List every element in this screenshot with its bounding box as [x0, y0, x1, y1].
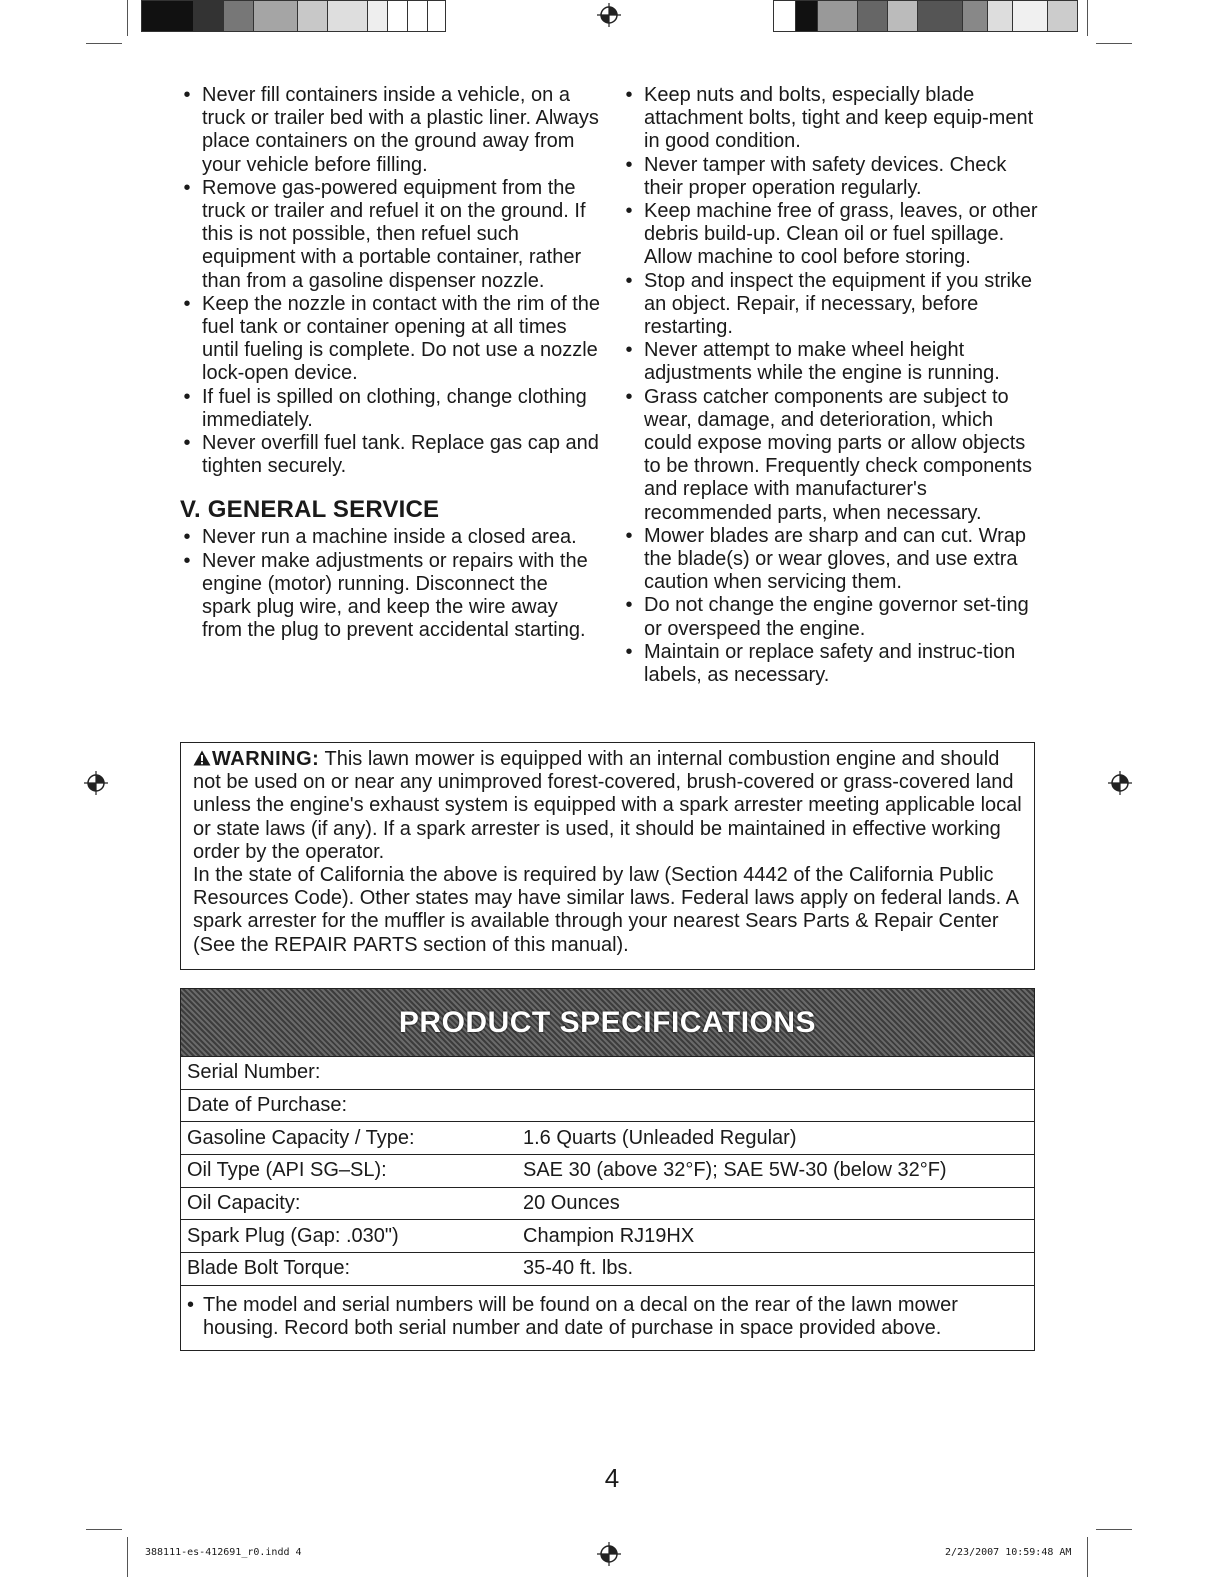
product-specifications-table	[180, 988, 1035, 1351]
spec-label: Blade Bolt Torque:	[187, 1257, 351, 1280]
table-row	[181, 1252, 1034, 1285]
crop-mark	[1087, 1537, 1088, 1577]
list-item: • Maintain or replace safety and instruc-tion labels, as necessary.	[625, 640, 1016, 687]
table-row	[181, 1056, 1034, 1089]
list-item: • Never attempt to make wheel height adjustments while the engine is running.	[625, 339, 1000, 385]
registration-mark-icon	[1108, 771, 1132, 795]
fueling-safety-list	[180, 84, 600, 478]
specifications-header	[181, 989, 1034, 1056]
list-item: • Keep machine free of grass, leaves, or other debris build-up. Clean oil or fuel spillage. Allow machine to cool before storing.	[625, 200, 1038, 269]
crop-mark	[86, 43, 122, 44]
list-item: • Never run a machine inside a closed area.	[183, 526, 577, 549]
spec-value: 20 Ounces	[523, 1192, 620, 1215]
spec-label: Serial Number:	[187, 1061, 321, 1084]
table-row	[181, 1121, 1034, 1154]
general-service-list-continued	[622, 84, 1042, 687]
list-item: • Remove gas-powered equipment from the truck or trailer and refuel it on the ground. If this is not possible, then refuel such equipment with a portable container, rather than from a gasoline dispenser nozzle.	[183, 176, 586, 292]
spec-label: Gasoline Capacity / Type:	[187, 1126, 415, 1149]
table-row	[181, 1187, 1034, 1220]
registration-mark-icon	[597, 1542, 621, 1566]
list-item: • Keep nuts and bolts, especially blade attachment bolts, tight and keep equip-ment in good condition.	[625, 84, 1034, 153]
spec-value: Champion RJ19HX	[523, 1224, 695, 1247]
list-item: • Grass catcher components are subject to wear, damage, and deterioration, which could expose moving parts or allow objects to be thrown. Frequently check components and replace with manufacturer's recommended parts, when necessary.	[625, 385, 1032, 524]
spec-value: 1.6 Quarts (Unleaded Regular)	[523, 1126, 797, 1149]
table-row	[181, 1154, 1034, 1187]
list-item: • Never make adjustments or repairs with the engine (motor) running. Disconnect the spark plug wire, and keep the wire away from the plug to prevent accidental starting.	[183, 549, 588, 642]
crop-mark	[86, 1529, 122, 1530]
page-number: 4	[604, 1463, 620, 1493]
spec-label: Date of Purchase:	[187, 1094, 348, 1117]
warning-box	[180, 742, 1035, 970]
list-item: • Never tamper with safety devices. Check their proper operation regularly.	[625, 153, 1007, 199]
list-item: • Stop and inspect the equipment if you strike an object. Repair, if necessary, before restarting.	[625, 269, 1033, 339]
crop-mark	[1096, 1529, 1132, 1530]
warning-text: This lawn mower is equipped with an internal combustion engine and should not be used on or near any unimproved forest-covered, brush-covered or grass-covered land unless the engine's exhaust system is equipped with a spark arrester meeting applicable local or state laws (if any). If a spark arrester is used, it should be maintained in effective working order by the operator.	[193, 748, 1022, 863]
section-title-general-service: V. GENERAL SERVICE	[180, 496, 440, 524]
spec-label: Spark Plug (Gap: .030")	[187, 1224, 399, 1247]
list-item: • Never overfill fuel tank. Replace gas cap and tighten securely.	[183, 432, 599, 478]
warning-paragraph-california: In the state of California the above is required by law (Section 4442 of the California Public Resources Code). Other states may have similar laws. Federal laws apply on federal lands. A spark arrester for the muffler is available through your nearest Sears Parts & Repair Center (See the REPAIR PARTS section of this manual).	[193, 864, 1018, 956]
specifications-title: PRODUCT SPECIFICATIONS	[398, 1005, 817, 1039]
print-color-bar-left	[141, 0, 446, 32]
footer-timestamp: 2/23/2007 10:59:48 AM	[945, 1547, 1072, 1558]
registration-mark-icon	[84, 771, 108, 795]
spec-label: Oil Type (API SG–SL):	[187, 1159, 387, 1182]
crop-mark	[1087, 0, 1088, 36]
table-row	[181, 1219, 1034, 1252]
crop-mark	[127, 1537, 128, 1577]
crop-mark	[1096, 43, 1132, 44]
warning-triangle-icon	[193, 749, 211, 765]
spec-value: SAE 30 (above 32°F); SAE 5W-30 (below 32°F)	[523, 1159, 947, 1182]
print-color-bar-right	[773, 0, 1078, 32]
left-column	[180, 84, 600, 642]
list-item: • Mower blades are sharp and can cut. Wrap the blade(s) or wear gloves, and use extra caution when servicing them.	[625, 524, 1027, 594]
list-item: • Keep the nozzle in contact with the rim of the fuel tank or container opening at all times until fueling is complete. Do not use a nozzle lock-open device.	[183, 292, 600, 385]
warning-paragraph	[193, 748, 1024, 864]
right-column	[622, 84, 1042, 687]
list-item: • If fuel is spilled on clothing, change clothing immediately.	[183, 385, 587, 431]
crop-mark	[127, 0, 128, 36]
note-text: The model and serial numbers will be found on a decal on the rear of the lawn mower housing. Record both serial number and date of purchase in space provided above.	[203, 1293, 958, 1340]
spec-label: Oil Capacity:	[187, 1192, 301, 1215]
spec-value: 35-40 ft. lbs.	[523, 1257, 634, 1280]
specifications-note: • The model and serial numbers will be found on a decal on the rear of the lawn mower housing. Record both serial number and date of purchase in space provided above.	[181, 1285, 1034, 1350]
registration-mark-icon	[597, 3, 621, 27]
list-item: • Do not change the engine governor set-ting or overspeed the engine.	[625, 594, 1029, 640]
list-item: • Never fill containers inside a vehicle, on a truck or trailer bed with a plastic liner. Always place containers on the ground away from your vehicle before filling.	[183, 84, 599, 176]
footer-file-name: 388111-es-412691_r0.indd 4	[145, 1547, 302, 1558]
warning-label: WARNING:	[212, 748, 320, 770]
general-service-list	[180, 526, 600, 642]
table-row	[181, 1089, 1034, 1122]
